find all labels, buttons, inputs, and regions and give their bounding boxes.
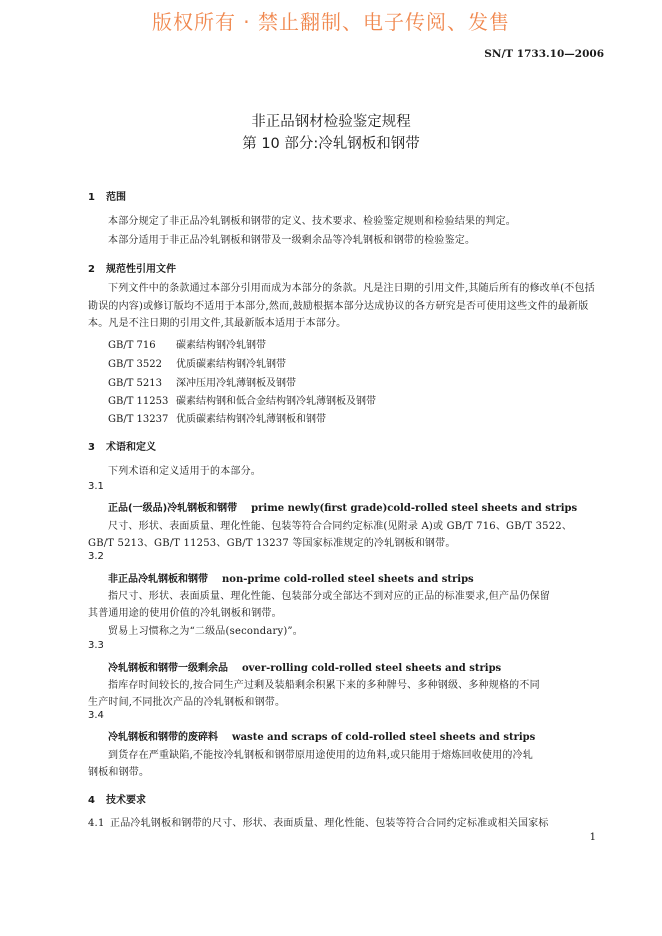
reference-item <box>108 355 286 370</box>
reference-code: GB/T 5213 <box>108 378 163 389</box>
page-number: 1 <box>589 832 596 843</box>
reference-item <box>108 410 326 425</box>
reference-title: 深冲压用冷轧薄钢板及钢带 <box>176 378 296 389</box>
section-title: 范围 <box>106 192 126 203</box>
clause-3-4-text-line: 到货存在严重缺陷,不能按冷轧钢板和钢带原用途使用的边角料,或只能用于熔炼回收使用的冷轧 <box>108 750 533 761</box>
clause-3-2-term <box>108 570 474 585</box>
section-title: 技术要求 <box>106 795 146 806</box>
clause-3-1-text-line: GB/T 5213、GB/T 11253、GB/T 13237 等国家标准规定的冷轧钢板和钢带。 <box>88 538 456 549</box>
term-english: waste and scraps of cold-rolled steel sheets and strips <box>232 732 536 743</box>
clause-3-3-term <box>108 659 501 674</box>
section-title: 规范性引用文件 <box>106 264 176 275</box>
reference-item <box>108 374 296 389</box>
clause-3-2-text-line: 其普通用途的使用价值的冷轧钢板和钢带。 <box>88 608 282 619</box>
section-number: 2 <box>88 264 95 275</box>
term-chinese: 冷轧钢板和钢带一级剩余品 <box>108 663 228 674</box>
reference-title: 优质碳素结构钢冷轧薄钢板和钢带 <box>176 414 326 425</box>
term-chinese: 非正品冷轧钢板和钢带 <box>108 574 208 585</box>
reference-item <box>108 336 266 351</box>
reference-title: 碳素结构钢冷轧钢带 <box>176 340 266 351</box>
term-chinese: 正品(一级品)冷轧钢板和钢带 <box>108 503 238 514</box>
clause-3-3-text-line: 指库存时间较长的,按合同生产过剩及装船剩余积累下来的多种牌号、多种钢级、多种规格的不同 <box>108 680 540 691</box>
reference-title: 优质碳素结构钢冷轧钢带 <box>176 359 286 370</box>
clause-3-4-text-line: 钢板和钢带。 <box>88 767 150 778</box>
clause-3-3-text-line: 生产时间,不同批次产品的冷轧钢板和钢带。 <box>88 697 286 708</box>
section-number: 1 <box>88 192 95 203</box>
reference-code: GB/T 716 <box>108 340 156 351</box>
clause-4-1 <box>88 814 549 829</box>
section-2-paragraph: 下列文件中的条款通过本部分引用而成为本部分的条款。凡是注日期的引用文件,其随后所有的修改单(不包括勘误的内容)或修订版均不适用于本部分,然而,鼓励根据本部分达成协议的各方研究是否可使用这些文件的最新版本。凡是不注日期的引用文件,其最新版本适用于本部分。 <box>88 283 595 329</box>
clause-3-2-number: 3.2 <box>88 551 104 562</box>
reference-code: GB/T 11253 <box>108 396 169 407</box>
document-number: SN/T 1733.10—2006 <box>484 48 604 60</box>
term-english: prime newly(first grade)cold-rolled steel sheets and strips <box>251 503 578 514</box>
reference-code: GB/T 13237 <box>108 414 169 425</box>
section-1-paragraph-2: 本部分适用于非正品冷轧钢板和钢带及一级剩余品等冷轧钢板和钢带的检验鉴定。 <box>108 235 476 246</box>
term-chinese: 冷轧钢板和钢带的废碎料 <box>108 732 218 743</box>
section-3-heading <box>88 438 156 453</box>
clause-3-1-number: 3.1 <box>88 481 104 492</box>
clause-3-3-number: 3.3 <box>88 640 104 651</box>
reference-code: GB/T 3522 <box>108 359 163 370</box>
clause-3-2-text-line: 贸易上习惯称之为“二级品(secondary)”。 <box>108 626 303 637</box>
section-2-heading <box>88 260 176 275</box>
section-title: 术语和定义 <box>106 442 156 453</box>
reference-item <box>108 392 376 407</box>
section-1-heading <box>88 188 126 203</box>
copyright-watermark: 版权所有 · 禁止翻制、电子传阅、发售 <box>151 10 511 34</box>
section-number: 3 <box>88 442 95 453</box>
clause-3-1-term <box>108 499 577 514</box>
section-number: 4 <box>88 795 95 806</box>
clause-3-4-number: 3.4 <box>88 710 104 721</box>
clause-3-2-text-line: 指尺寸、形状、表面质量、理化性能、包装部分或全部达不到对应的正品的标准要求,但产品仍保留 <box>108 591 550 602</box>
section-1-paragraph-1: 本部分规定了非正品冷轧钢板和钢带的定义、技术要求、检验鉴定规则和检验结果的判定。 <box>108 216 516 227</box>
section-3-intro: 下列术语和定义适用于的本部分。 <box>108 466 261 477</box>
term-english: non-prime cold-rolled steel sheets and strips <box>222 574 474 585</box>
clause-4-1-text: 正品冷轧钢板和钢带的尺寸、形状、表面质量、理化性能、包装等符合合同约定标准或相关国家标 <box>110 818 549 829</box>
document-title: 非正品钢材检验鉴定规程 <box>251 114 411 130</box>
document-subtitle: 第 10 部分:冷轧钢板和钢带 <box>242 136 420 152</box>
term-english: over-rolling cold-rolled steel sheets and strips <box>242 663 502 674</box>
clause-3-1-text-line: 尺寸、形状、表面质量、理化性能、包装等符合合同约定标准(见附录 A)或 GB/T 716、GB/T 3522、 <box>108 521 573 532</box>
clause-4-1-number: 4.1 <box>88 818 105 829</box>
reference-title: 碳素结构钢和低合金结构钢冷轧薄钢板及钢带 <box>176 396 376 407</box>
section-4-heading <box>88 791 146 806</box>
clause-3-4-term <box>108 728 535 743</box>
